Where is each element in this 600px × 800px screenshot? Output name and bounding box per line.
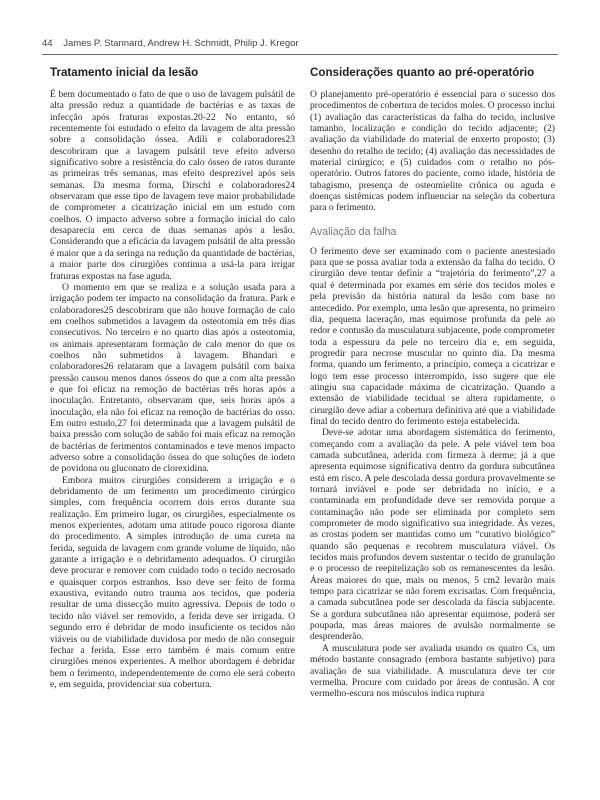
paragraph: Deve-se adotar uma abordagem sistemática do ferimento, começando com a avaliação da pele. A pele viável tem boa camada subcutânea, aderida com firmeza à derme; já a que apresenta equimose significativa dentro da gordura subcutânea está em risco. A pele descolada dessa gordura provavelmente se tornará inviável e pode ser debridada no início, e a contaminada em profundidade deve ser removida porque a contaminação não pode ser eliminada por completo sem comprometer de modo significativo sua integridade. Às vezes, as crostas podem ser mantidas como um “curativo biológico” quando são pequenas e recobrem musculatura viável. Os tecidos mais profundos devem sustentar o tecido de granulação e o processo de reepitelização sob os remanescentes da lesão. Áreas maiores do que, mais ou menos, 5 cm2 levarão mais tempo para cicatrizar se não forem excisadas. Com frequência, a camada subcutânea pode ser descolada da fáscia subjacente. Se a gordura subcutânea não apresentar equimose, poderá ser poupada, mas áreas maiores de avulsão normalmente se desprenderão. <box>310 427 555 643</box>
section-heading-preoperative: Considerações quanto ao pré-operatório <box>310 66 535 79</box>
running-header-authors: James P. Stannard, Andrew H. Schmidt, Philip J. Kregor <box>63 38 299 49</box>
running-header <box>42 38 558 54</box>
right-column <box>310 66 555 700</box>
paragraph: A musculatura pode ser avaliada usando os quatro Cs, um método bastante consagrado (embora bastante subjetivo) para avaliação de sua viabilidade. A musculatura deve ter cor vermelha. Procure com cuidado por áreas de contusão. A cor vermelho-escura nos músculos indica ruptura <box>310 642 555 700</box>
header-rule <box>42 54 558 55</box>
paragraph: O ferimento deve ser examinado com o paciente anestesiado para que se possa avaliar toda a extensão da falha do tecido. O cirurgião deve tentar definir a “trajetória do ferimento”,27 a qual é determinada por exames em série dos tecidos moles e pela previsão da história natural da lesão com base no antecedido. Por exemplo, uma lesão que apresenta, no primeiro dia, pequena laceração, mas equimose profunda da pele ao redor e contusão da musculatura subjacente, pode comprometer toda a espessura da pele no terceiro dia e, em seguida, progredir para necrose muscular no quinto dia. Da mesma forma, quando um ferimento, a princípio, começa a cicatrizar e logo tem esse processo interrompido, isso sugere que ele atingiu sua capacidade máxima de cicatrização. Quando a extensão de viabilidade tecidual se altera rapidamente, o cirurgião deve adiar a cobertura definitiva até que a viabilidade final do tecido dentro do ferimento esteja estabelecida. <box>310 245 555 427</box>
paragraph: É bem documentado o fato de que o uso de lavagem pulsátil de alta pressão reduz a quantidade de bactérias e as taxas de infecção após fraturas expostas.20-22 No entanto, só recentemente foi estudado o efeito da lavagem de alta pressão sobre a consolidação óssea. Adili e colaboradores23 descobriram que a lavagem pulsátil teve efeito adverso significativo sobre a resistência do calo ósseo de ratos durante as primeiras três semanas, mas efeito desprezível após seis semanas. Da mesma forma, Dirschl e colaboradores24 observaram que esse tipo de lavagem teve maior probabilidade de comprometer a cicatrização inicial em um estudo com coelhos. O impacto adverso sobre a formação inicial do calo desaparecia em cerca de duas semanas após a lesão. Considerando que a eficácia da lavagem pulsátil de alta pressão é maior que a da seringa na redução da quantidade de bactérias, a maior parte dos cirurgiões continua a usá-la para irrigar fraturas expostas na fase aguda. <box>50 89 295 282</box>
paragraph: O planejamento pré-operatório é essencial para o sucesso dos procedimentos de cobertura de tecidos moles. O processo inclui (1) avaliação das características da falha do tecido, inclusive tamanho, localização e condição do tecido adjacente; (2) avaliação da viabilidade do material de enxerto proposto; (3) desenho do retalho de tecido; (4) avaliação das necessidades de material cirúrgico; e (5) cuidados com o retalho no pós-operatório. Outros fatores do paciente, como idade, história de tabagismo, presença de osteomielite crônica ou aguda e doenças sistêmicas podem influenciar na seleção da cobertura para o ferimento. <box>310 89 555 214</box>
paragraph: O momento em que se realiza e a solução usada para a irrigação podem ter impacto na consolidação da fratura. Park e colaboradores25 descobriram que não houve formação de calo em coelhos submetidos a lavagem da osteotomia em três dias consecutivos. No terceiro e no quarto dias após a osteotomia, os animais apresentaram formação de calo menor do que os coelhos não submetidos à lavagem. Bhandari e colaboradores26 relataram que a lavagem pulsátil com baixa pressão causou menos danos ósseos do que a com alta pressão e que foi eficaz na remoção de bactérias três horas após a inoculação. Entretanto, observaram que, seis horas após a inoculação, ela não foi eficaz na remoção de bactérias do osso. Em outro estudo,27 foi determinada que a lavagem pulsátil de baixa pressão com solução de sabão foi mais eficaz na remoção de bactérias de ferimentos contaminados e teve menos impacto adverso sobre a consolidação óssea do que soluções de iodeto de povidona ou gluconato de clorexidina. <box>50 281 295 475</box>
paragraph: Embora muitos cirurgiões considerem a irrigação e o debridamento de um ferimento um procedimento cirúrgico simples, com frequência ocorrem dois erros durante sua realização. Em primeiro lugar, os cirurgiões, especialmente os menos experientes, adotam uma atitude pouco rigorosa diante do procedimento. A simples introdução de uma cureta na ferida, seguida de lavagem com grande volume de líquido, não garante a irrigação e o debridamento adequados. O cirurgião deve procurar e remover com cuidado todo o tecido necrosado e quaisquer corpos estranhos. Isso deve ser feito de forma exaustiva, evitando outro trauma aos tecidos, que poderia resultar de uma dissecção muito agressiva. Depois de todo o tecido não viável ser removido, a ferida deve ser irrigada. O segundo erro é debridar de modo insuficiente os tecidos não viáveis ou de viabilidade duvidosa por medo de não conseguir fechar a ferida. Esse erro também é mais comum entre cirurgiões menos experientes. A melhor abordagem é debridar bem o ferimento, independentemente de como ele será coberto e, em seguida, providenciar sua cobertura. <box>50 474 295 690</box>
section-heading-initial-treatment: Tratamento inicial da lesão <box>50 66 199 79</box>
subsection-heading-defect-assessment: Avaliação da falha <box>310 225 397 238</box>
left-column <box>50 66 295 690</box>
page-number: 44 <box>42 38 53 49</box>
